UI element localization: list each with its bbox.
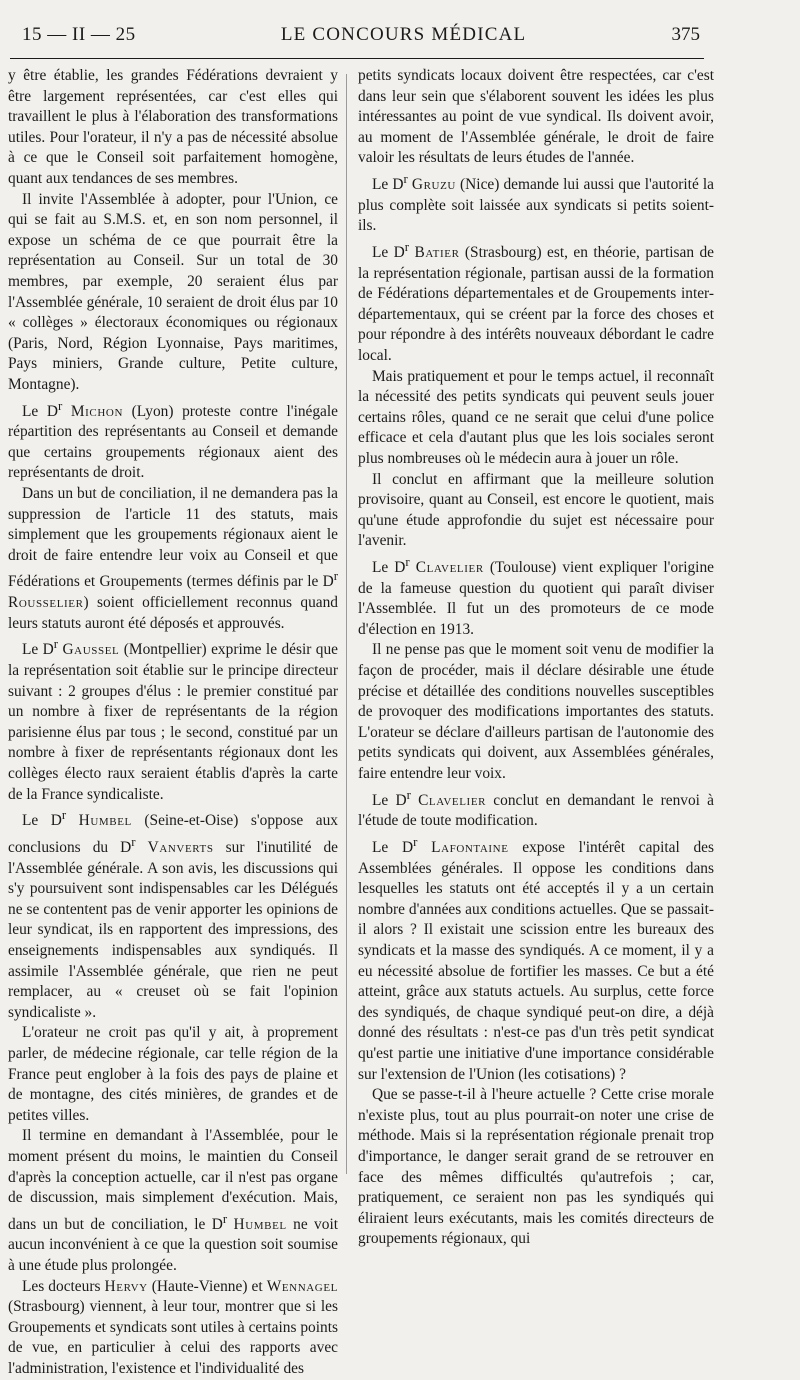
paragraph: y être établie, les grandes Fédérations devraient y être largement représentées, car c'est elles qui travaillent le plus à l'élaboration des transformations utiles. Pour l'orateur, il n'y a pas de nécessité absolue à ce que le Conseil soit parfaitement homogène, quant aux tendances de ses membres. <box>8 67 338 187</box>
paragraph: Le $D^r$ Gaussel (Montpellier) exprime le désir que la représentation soit établie sur le principe directeur suivant : 2 groupes d'élus : le premier constitué par un nombre à fixer de représentants de la région parisienne élus par tous ; le second, constitué par un nombre à fixer de représentants régionaux dont les collèges électo raux seraient établis d'après la carte de la France syndicaliste. <box>8 637 338 803</box>
paragraph: Dans un but de conciliation, il ne demandera pas la suppression de l'article 11 des statuts, mais simplement que les groupements régionaux aient le droit de faire entendre leur voix au Conseil et que Fédérations et Groupements (termes définis par le $D^r$ Rousselier) soient officiellement reconnus quand leurs statuts auront été déposés et approuvés. <box>8 485 338 632</box>
journal-title: LE CONCOURS MÉDICAL <box>280 24 527 45</box>
paragraph: Il termine en demandant à l'Assemblée, pour le moment présent du moins, le maintien du Conseil d'après la conception actuelle, car il n'est pas organe de discussion, mais simplement d'exécution. Mais, dans un but de conciliation, le $D^r$ Humbel ne voit aucun inconvénient à ce que la question soit soumise à une étude plus prolongée. <box>8 1127 338 1274</box>
paragraph: Il conclut en affirmant que la meilleure solution provisoire, quant au Conseil, est encore le quotient, mais qu'une étude approfondie du sujet est nécessaire pour l'avenir. <box>358 470 714 550</box>
speaker-name: Humbel <box>233 1215 287 1233</box>
paragraph: Le $D^r$ Lafontaine expose l'intérêt capital des Assemblées générales. Il oppose les conditions dans lesquelles les statuts ont été acceptés il y a un certain nombre d'années aux conditions actuelles. Que se passait-il alors ? Il existait une scission entre les bureaux des syndicats et la masse des syndiqués. A ce moment, il y a eu nécessité absolue de fortifier les masses. Ce but a été atteint, grâce aux statuts actuels. Au surplus, cette force des syndiqués, de chaque syndiqué peut-on dire, a déjà donné des résultats : n'est-ce pas d'un très petit syndicat qu'est partie une initiative d'une importance considérable sur l'extension de l'Union (les cotisations) ? <box>358 834 714 1083</box>
paragraph: Il ne pense pas que le moment soit venu de modifier la façon de procéder, mais il déclare désirable une étude précise et détaillée des conditions nouvelles susceptibles de provoquer des modifications importantes des statuts. L'orateur se déclare d'ailleurs partisan de l'autonomie des petits syndicats qui doivent, aux Assemblées générales, faire entendre leur voix. <box>358 641 714 782</box>
speaker-name: Humbel <box>78 812 132 830</box>
header-rule <box>10 58 704 59</box>
speaker-name: Gruzu <box>411 176 456 194</box>
speaker-name: Vanverts <box>147 839 214 856</box>
paragraph: Le $D^r$ Batier (Strasbourg) est, en théorie, partisan de la représentation régionale, partisan aussi de la formation de Fédérations départementales et de Groupements inter-départementaux, qui se créent par la force des choses et pour répondre à des intérêts nouveaux débordant le cadre local. <box>358 239 714 364</box>
speaker-name: Hervy <box>104 1277 148 1295</box>
speaker-name: Batier <box>414 244 460 261</box>
paragraph: Mais pratiquement et pour le temps actuel, il reconnaît la nécessité des petits syndicats qui peuvent seuls jouer certains rôles, quand ce ne serait que celui d'une police efficace et cela d'autant plus que les lois sociales seront plus nombreuses où le médecin aura à jouer un rôle. <box>358 367 714 467</box>
paragraph: L'orateur ne croit pas qu'il y ait, à proprement parler, de médecine régionale, car telle région de la France peut englober à la fois des pays de plaine et de montagne, des cités minières, de grandes et de petites villes. <box>8 1024 338 1124</box>
column-separator <box>346 74 347 1174</box>
right-column <box>358 66 714 1250</box>
page-number: 375 <box>671 24 700 45</box>
speaker-name: Gaussel <box>62 641 120 659</box>
running-header <box>22 24 700 54</box>
paragraph: Le $D^r$ Michon (Lyon) proteste contre l'inégale répartition des représentants au Conseil et demande que certains groupements régionaux aient des représentants de droit. <box>8 398 338 482</box>
paragraph: Il invite l'Assemblée à adopter, pour l'Union, ce qui se fait au S.M.S. et, en son nom personnel, il expose un schéma de ce que pourrait être la représentation au Conseil. Sur un total de 30 membres, par exemple, 20 seraient élus par l'Assemblée générale, 10 seraient de droit élus par 10 « collèges » électoraux économiques ou régionaux (Paris, Nord, Région Lyonnaise, Pays maritimes, Pays miniers, Grande culture, Petite culture, Montagne). <box>8 190 338 393</box>
paragraph: Le $D^r$ Clavelier (Toulouse) vient expliquer l'origine de la fameuse question du quotient qui paraît diviser l'Assemblée. Il fut un des promoteurs de ce mode d'élection en 1913. <box>358 554 714 638</box>
speaker-name: Lafontaine <box>431 839 509 856</box>
paragraph: Le $D^r$ Clavelier conclut en demandant le renvoi à l'étude de toute modification. <box>358 787 714 830</box>
issue-folio: 15 — II — 25 <box>22 24 136 45</box>
speaker-name: Clavelier <box>418 791 487 809</box>
paragraph: petits syndicats locaux doivent être respectées, car c'est dans leur sein que s'élaborent souvent les idées les plus intéressantes au point de vue syndical. Ils doivent avoir, au moment de l'Assemblée générale, le droit de faire valoir les résultats de leurs études de l'année. <box>358 67 714 167</box>
paragraph: Que se passe-t-il à l'heure actuelle ? Cette crise morale n'existe plus, tout au plus pourrait-on noter une crise de méthode. Mais si la représentation régionale prenait trop d'importance, le danger serait grand de se retrouver en face des mêmes difficultés qu'autrefois ; car, pratiquement, ce seraient non pas les syndiqués qui éliraient leurs exécutants, mais les comités directeurs de groupements régionaux, qui <box>358 1086 714 1248</box>
speaker-name: Clavelier <box>415 559 484 577</box>
left-column <box>8 66 338 1380</box>
speaker-name: Michon <box>70 402 123 420</box>
speaker-name: Rousselier <box>8 594 84 612</box>
paragraph: Les docteurs Hervy (Haute-Vienne) et Wennagel (Strasbourg) viennent, à leur tour, montrer que si les Groupements et syndicats sont utiles à certains points de vue, en particulier à celui des rapports avec l'administration, l'existence et l'individualité des <box>8 1277 338 1377</box>
paragraph: Le $D^r$ Humbel (Seine-et-Oise) s'oppose aux conclusions du $D^r$ Vanverts sur l'inutilité de l'Assemblée générale. A son avis, les discussions qui s'y poursuivent sont indispensables car les Délégués ne se contentent pas de venir apporter les opinions de leur syndicat, ils en rapportent des impressions, des enseignements indispensables aux syndiqués. Il assimile l'Assemblée générale, que rien ne peut remplacer, au « creuset où se fait l'opinion syndicaliste ». <box>8 808 338 1021</box>
speaker-name: Wennagel <box>266 1277 338 1295</box>
paragraph: Le $D^r$ Gruzu (Nice) demande lui aussi que l'autorité la plus complète soit laissée aux syndicats si petits soient-ils. <box>358 171 714 235</box>
